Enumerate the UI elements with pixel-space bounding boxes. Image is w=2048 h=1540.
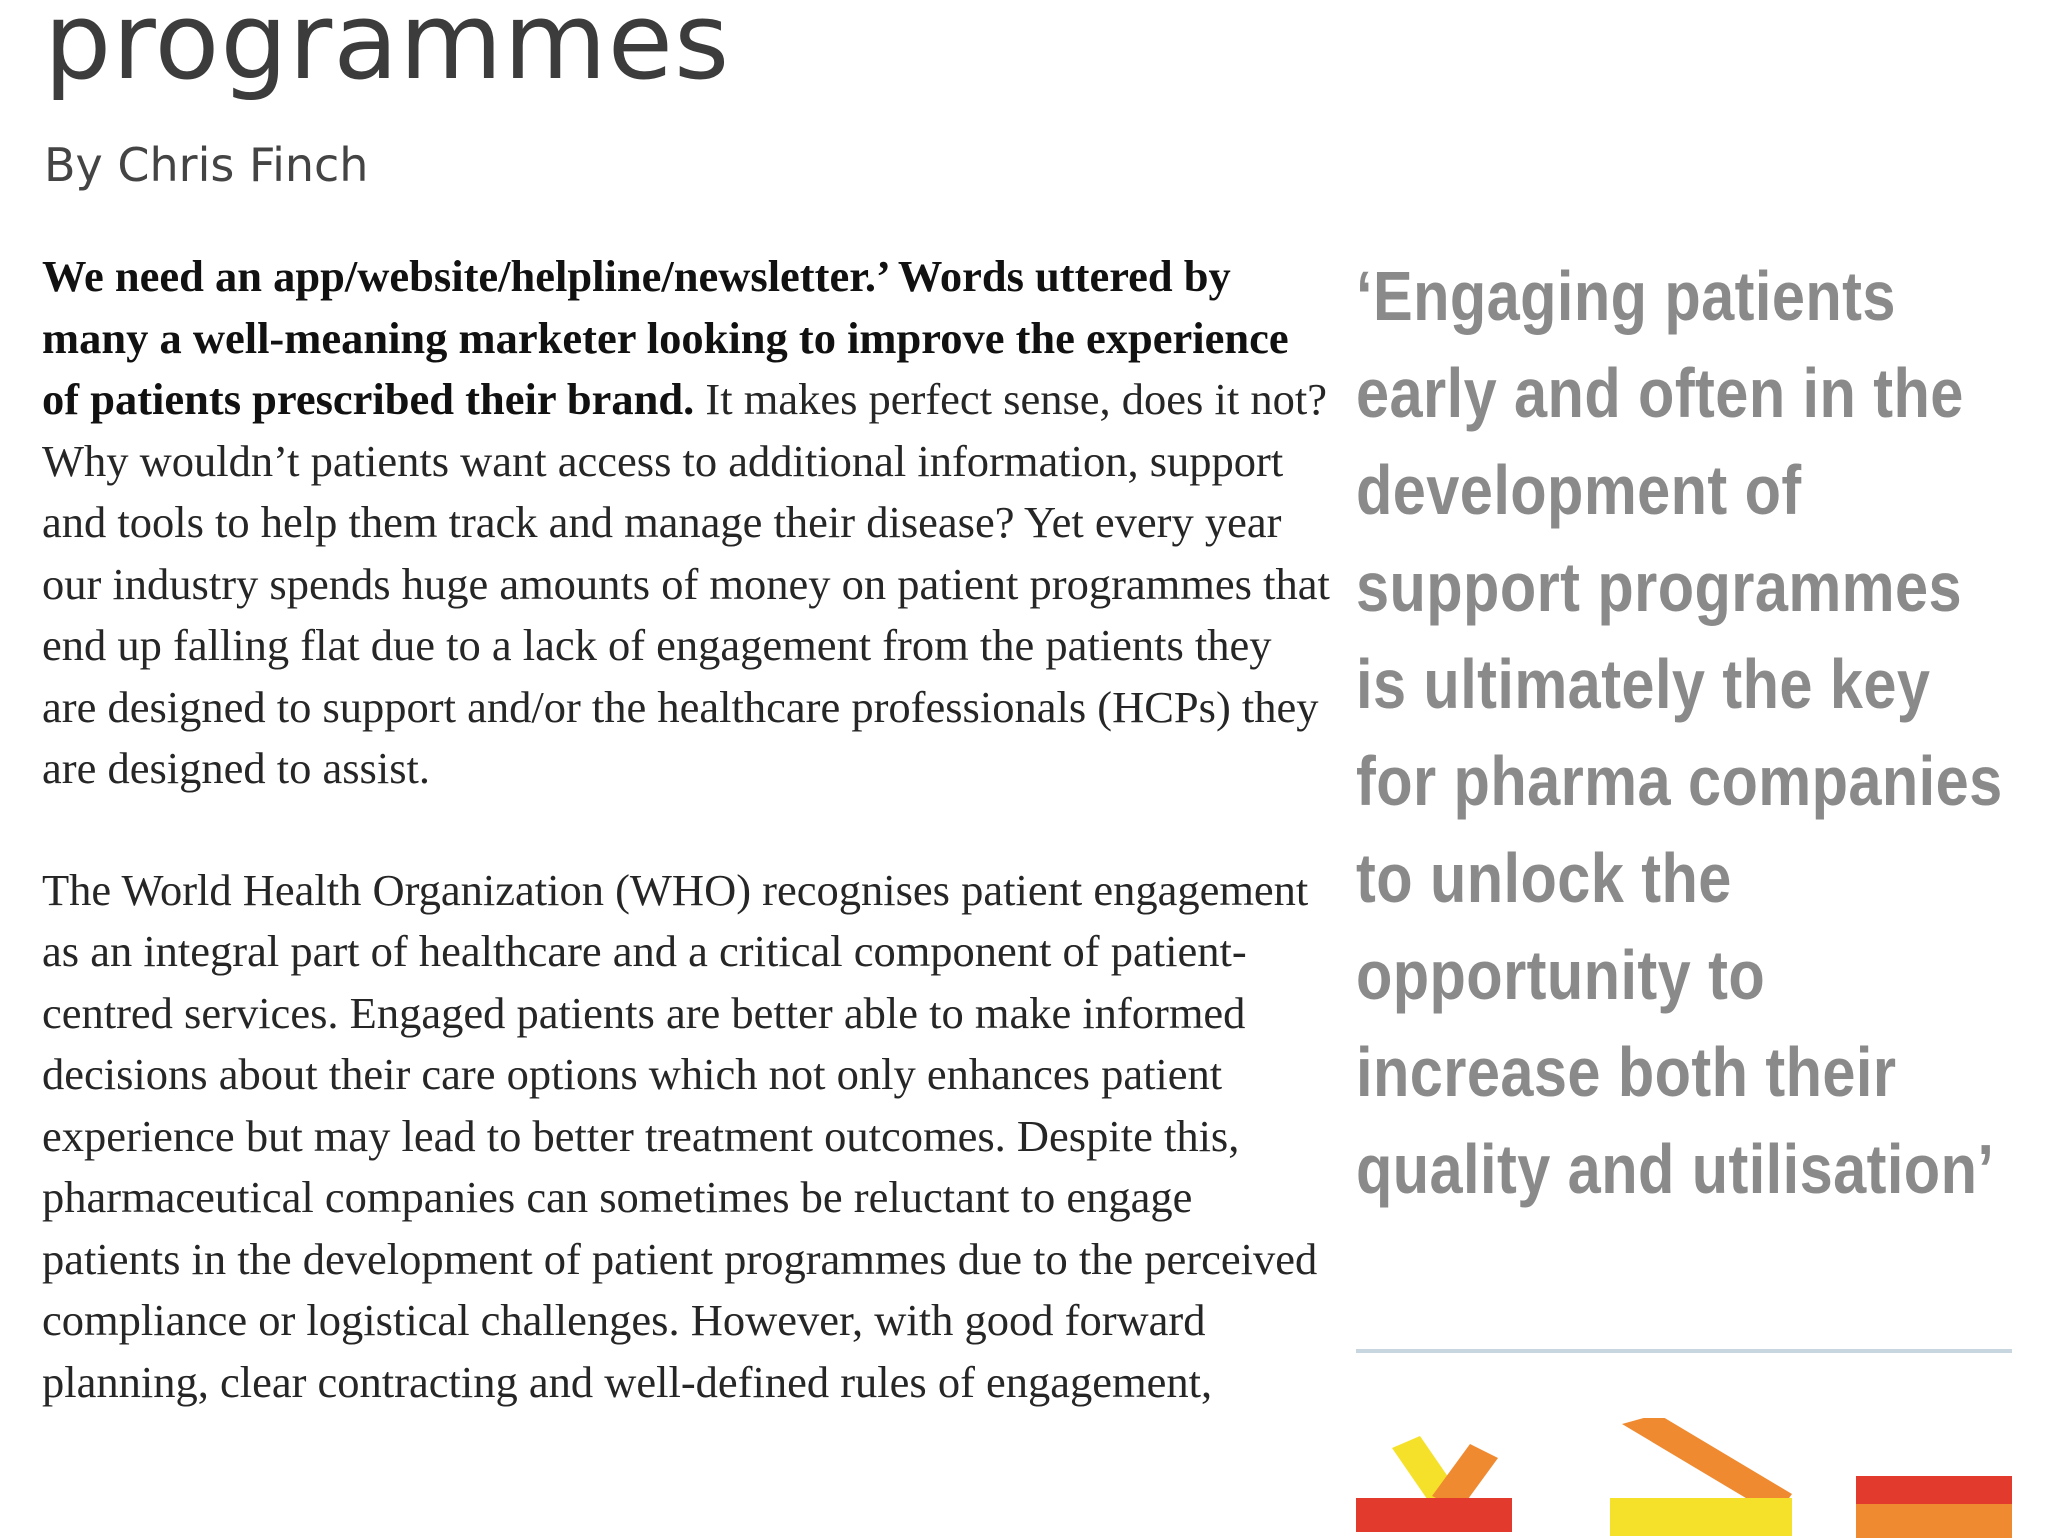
stacked-bars-icon (1856, 1476, 2012, 1538)
logo-shapes-graphic (1356, 1418, 2012, 1540)
paragraph-lead-in: We need an app/website/helpline/newsletter.’ Words uttered by many a well-meaning marketer looking to improve the experience of patients prescribed their brand. (42, 251, 1289, 424)
asterisk-base-bar (1356, 1498, 1512, 1532)
section-divider (1356, 1349, 2012, 1353)
paragraph-1-text: It makes perfect sense, does it not? Why wouldn’t patients want access to additional information, support and tools to help them track and manage their disease? Yet every year our industry spends huge amounts of money on patient programmes that end up falling flat due to a lack of engagement from the patients they are designed to support and/or the healthcare professionals (HCPs) they are designed to assist. (42, 374, 1330, 793)
article-body (42, 246, 1332, 1473)
asterisk-mark-icon (1356, 1436, 1512, 1532)
body-paragraph-1 (42, 246, 1332, 800)
chevron-base-bar (1610, 1498, 1792, 1536)
body-paragraph-2: The World Health Organization (WHO) recognises patient engagement as an integral part of healthcare and a critical component of patient-centred services. Engaged patients are better able to make informed decisions about their care options which not only enhances patient experience but may lead to better treatment outcomes. Despite this, pharmaceutical companies can sometimes be reluctant to engage patients in the development of patient programmes due to the perceived compliance or logistical challenges. However, with good forward planning, clear contracting and well-defined rules of engagement, (42, 864, 1318, 1407)
article-headline: programmes (44, 0, 731, 103)
stacked-bar-red (1856, 1476, 2012, 1506)
chevron-mark-icon (1610, 1418, 1792, 1536)
pull-quote-text: ‘Engaging patients early and often in the development of support programmes is ultimately the key for pharma companies to unlock the opportunity to increase both their quality and utilisation’ (1356, 257, 2003, 1208)
stacked-bar-orange (1856, 1504, 2012, 1538)
article-byline: By Chris Finch (44, 138, 369, 192)
pull-quote (1356, 248, 2003, 1218)
decorative-logo-strip (1356, 1418, 2012, 1540)
